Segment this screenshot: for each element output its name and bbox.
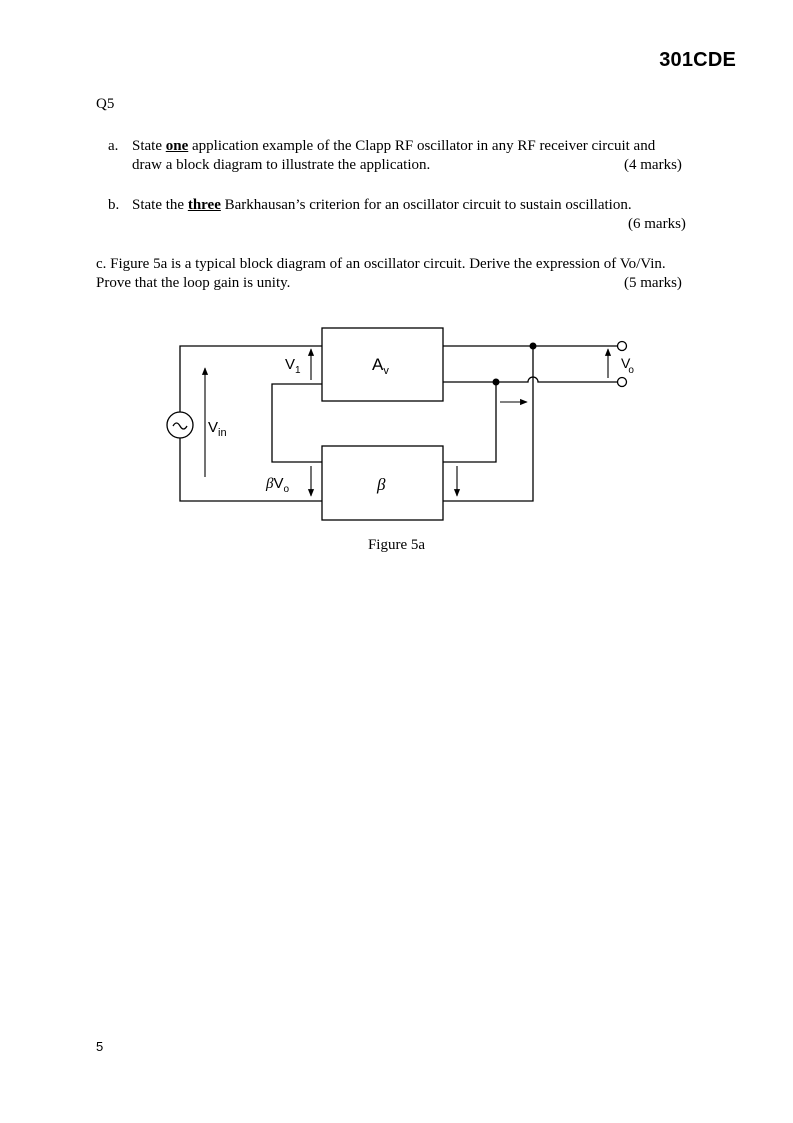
part-a-pre: State bbox=[132, 138, 166, 154]
part-a-line2-text: draw a block diagram to illustrate the application. bbox=[132, 157, 431, 173]
figure-caption: Figure 5a bbox=[367, 537, 426, 553]
part-a-marker: a. bbox=[108, 138, 119, 154]
part-b-marks: (6 marks) bbox=[628, 216, 686, 232]
oscillator-block-diagram bbox=[160, 320, 640, 530]
question-number: Q5 bbox=[96, 96, 115, 112]
output-bottom-wire bbox=[443, 377, 617, 382]
question-part-b bbox=[108, 196, 708, 234]
feedback-input-wire bbox=[443, 382, 496, 462]
bvo-label: $\beta V_o$ bbox=[266, 475, 290, 495]
output-terminal-top bbox=[618, 342, 627, 351]
question-part-c bbox=[96, 255, 716, 293]
vin-label: $V_{in}$ bbox=[208, 419, 227, 439]
input-return-wire bbox=[180, 438, 322, 501]
part-b-post: Barkhausan’s criterion for an oscillator circuit to sustain oscillation. bbox=[220, 197, 632, 213]
input-wire bbox=[180, 346, 322, 412]
v1-label: $V_1$ bbox=[285, 356, 301, 376]
part-b-emphasis: three bbox=[187, 197, 221, 213]
course-code: 301CDE bbox=[659, 49, 736, 71]
page-number: 5 bbox=[96, 1039, 104, 1054]
part-b-pre: State the bbox=[132, 197, 188, 213]
junction-top bbox=[530, 343, 537, 350]
part-c-marks: (5 marks) bbox=[624, 275, 682, 291]
part-c-line2 bbox=[96, 274, 716, 293]
part-a-line1 bbox=[108, 137, 708, 156]
output-terminal-bottom bbox=[618, 378, 627, 387]
part-a-marks: (4 marks) bbox=[624, 157, 682, 173]
part-b-line2 bbox=[108, 215, 708, 234]
part-c-line2-text: Prove that the loop gain is unity. bbox=[96, 275, 291, 291]
ac-source-wave bbox=[173, 423, 187, 429]
part-c-line1: c. Figure 5a is a typical block diagram of an oscillator circuit. Derive the expression of Vo/Vin. bbox=[96, 256, 666, 272]
feedback-label: β bbox=[377, 475, 386, 494]
part-a-emphasis: one bbox=[165, 138, 189, 154]
amplifier-label: $A_v$ bbox=[372, 355, 389, 377]
question-part-a bbox=[108, 137, 708, 175]
part-a-line2 bbox=[108, 156, 708, 175]
vo-label: Vo bbox=[621, 355, 634, 376]
feedback-to-input-wire bbox=[272, 384, 322, 462]
part-a-post: application example of the Clapp RF oscillator in any RF receiver circuit and bbox=[188, 138, 656, 154]
part-b-line1 bbox=[108, 196, 708, 215]
junction-bottom bbox=[493, 379, 500, 386]
part-b-marker: b. bbox=[108, 197, 120, 213]
